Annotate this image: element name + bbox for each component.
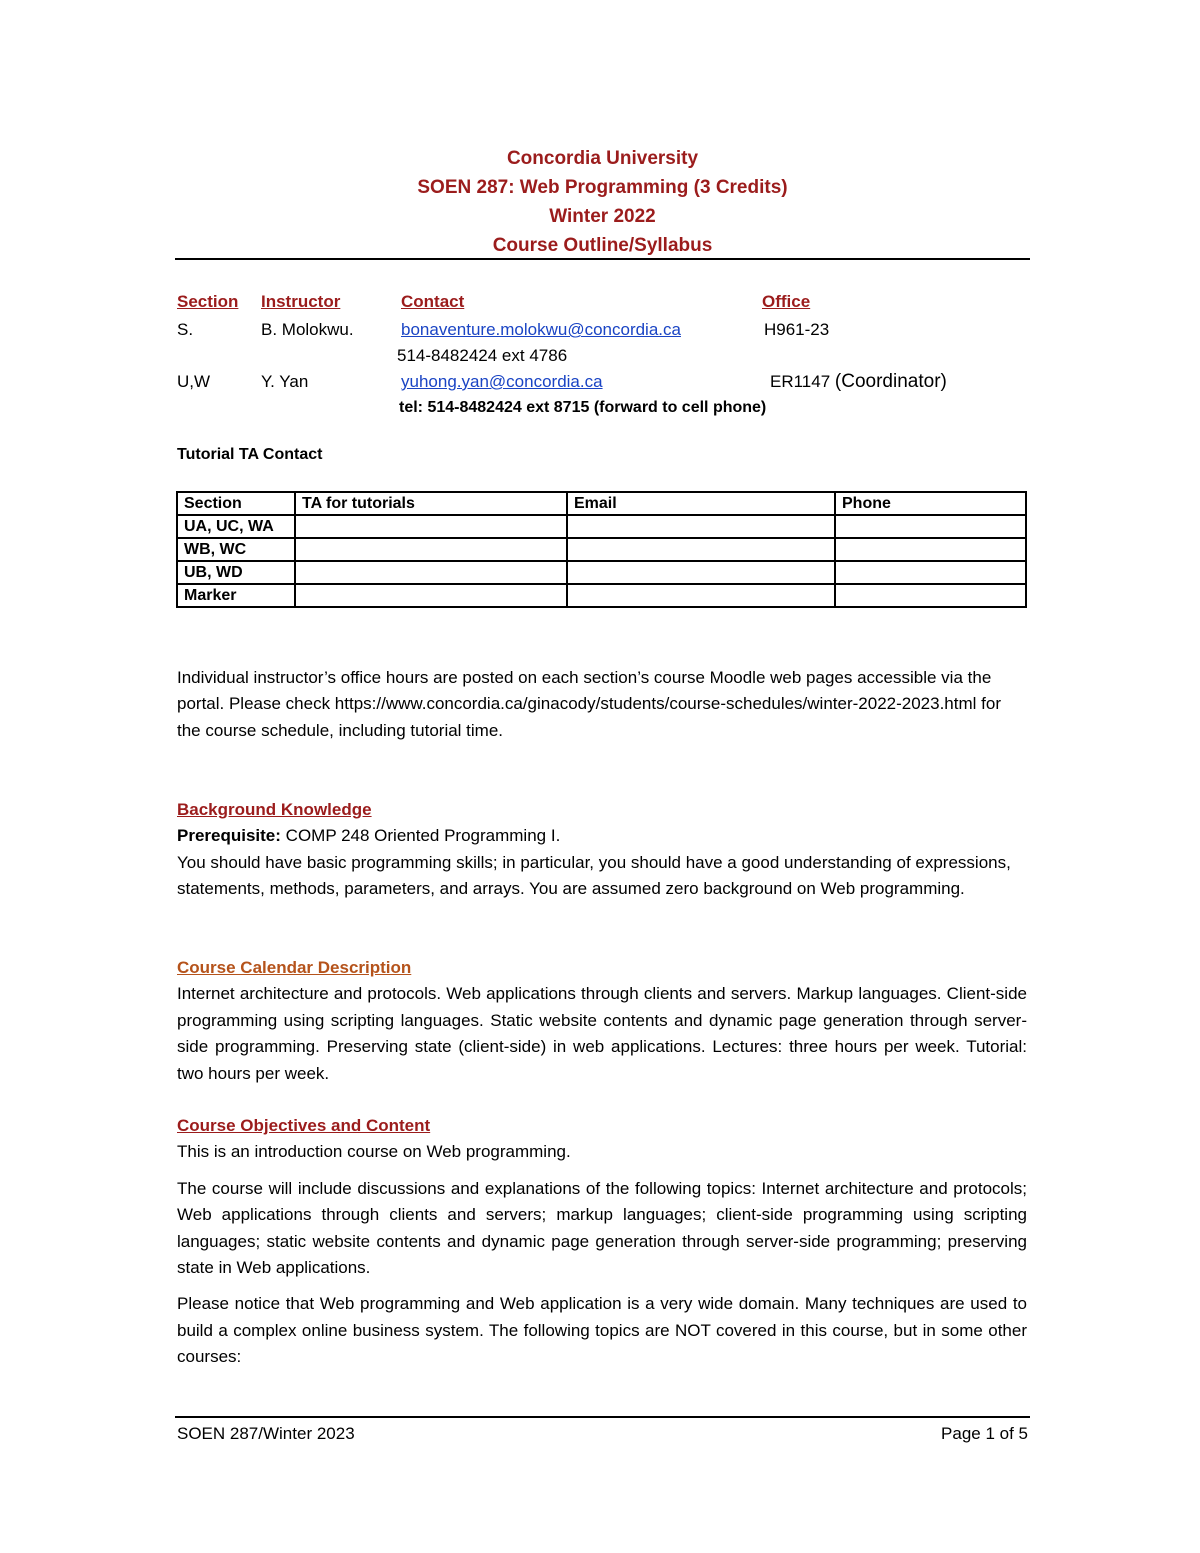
ta-name-cell — [295, 515, 567, 538]
ta-section-cell: Marker — [177, 584, 295, 607]
ta-table — [176, 491, 1027, 608]
ta-col-ta: TA for tutorials — [295, 492, 567, 515]
objectives-section — [177, 1113, 1027, 1371]
instr-row1-email-link[interactable]: bonaventure.molokwu@concordia.ca — [401, 320, 681, 339]
instr-row1-name: B. Molokwu. — [261, 320, 354, 339]
ta-contact-label: Tutorial TA Contact — [177, 446, 323, 463]
ta-section-cell: UA, UC, WA — [177, 515, 295, 538]
instr-row2-office-room: ER1147 — [770, 372, 831, 391]
instr-row2-email-link[interactable]: yuhong.yan@concordia.ca — [401, 372, 603, 391]
table-row — [177, 538, 1026, 561]
header-divider — [175, 258, 1030, 260]
prerequisite-line — [177, 823, 1027, 849]
instr-header-instructor: Instructor — [261, 292, 341, 311]
ta-col-phone: Phone — [835, 492, 1026, 515]
instr-row1-office: H961-23 — [764, 320, 830, 339]
background-section — [177, 797, 1027, 903]
ta-email-cell — [567, 515, 835, 538]
instr-row2-role: (Coordinator) — [834, 371, 947, 392]
objectives-topics: The course will include discussions and explanations of the following topics: Internet architecture and protocols; Web applications through clients and servers; markup languages; client-side programming using scripting languages; static website contents and dynamic page generation through server-side programming; preserving state in Web applications. — [177, 1178, 1027, 1278]
ta-name-cell — [295, 584, 567, 607]
ta-phone-cell — [835, 515, 1026, 538]
university-name: Concordia University — [506, 148, 699, 169]
ta-name-cell — [295, 561, 567, 584]
calendar-heading: Course Calendar Description — [177, 958, 412, 977]
ta-table-header-row — [177, 492, 1026, 515]
objectives-notice: Please notice that Web programming and Web application is a very wide domain. Many techniques are used to build a complex online business system. The following topics are NOT covered in this course, but in some other courses: — [177, 1294, 1027, 1367]
background-text: You should have basic programming skills; in particular, you should have a good understanding of expressions, statements, methods, parameters, and arrays. You are assumed zero background on Web programming. — [177, 852, 1011, 899]
table-row — [177, 561, 1026, 584]
term: Winter 2022 — [549, 206, 656, 227]
ta-phone-cell — [835, 538, 1026, 561]
prerequisite-text: COMP 248 Oriented Programming I. — [280, 826, 561, 846]
ta-col-email: Email — [567, 492, 835, 515]
objectives-intro: This is an introduction course on Web programming. — [177, 1142, 571, 1162]
prerequisite-label: Prerequisite: — [177, 826, 281, 846]
ta-section-cell: UB, WD — [177, 561, 295, 584]
office-hours-paragraph: Individual instructor’s office hours are posted on each section’s course Moodle web pages accessible via the portal. Please check https://www.concordia.ca/ginacody/students/course-schedules/winter-2022-2023.html for the course schedule, including tutorial time. — [177, 668, 1001, 740]
instr-row2-name: Y. Yan — [261, 372, 309, 391]
ta-phone-cell — [835, 561, 1026, 584]
instr-row2-office — [770, 372, 947, 392]
ta-section-cell: WB, WC — [177, 538, 295, 561]
calendar-text: Internet architecture and protocols. Web applications through clients and servers. Markup languages. Client-side programming using scripting languages. Static website contents and dynamic page generation through server-side programming. Preserving state (client-side) in web applications. Lectures: three hours per week. Tutorial: two hours per week. — [177, 984, 1027, 1083]
title-block — [175, 144, 1030, 260]
ta-email-cell — [567, 584, 835, 607]
document-type: Course Outline/Syllabus — [492, 235, 713, 256]
table-row — [177, 584, 1026, 607]
instr-row1-phone: 514-8482424 ext 4786 — [397, 346, 568, 365]
ta-col-section: Section — [177, 492, 295, 515]
instr-header-office: Office — [762, 292, 811, 311]
objectives-heading: Course Objectives and Content — [177, 1116, 431, 1135]
background-heading: Background Knowledge — [177, 800, 372, 819]
table-row — [177, 515, 1026, 538]
course-title: SOEN 287: Web Programming (3 Credits) — [417, 177, 788, 198]
instr-header-section: Section — [177, 292, 239, 311]
footer-course-term: SOEN 287/Winter 2023 — [177, 1424, 355, 1443]
ta-email-cell — [567, 538, 835, 561]
instr-row2-section: U,W — [177, 372, 211, 391]
ta-phone-cell — [835, 584, 1026, 607]
footer-page-number: Page 1 of 5 — [941, 1424, 1028, 1443]
instr-header-contact: Contact — [401, 292, 465, 311]
calendar-section — [177, 955, 1027, 1087]
footer-divider — [175, 1416, 1030, 1418]
ta-email-cell — [567, 561, 835, 584]
instr-row2-phone: tel: 514-8482424 ext 8715 (forward to cell phone) — [399, 399, 767, 416]
instr-row1-section: S. — [177, 320, 194, 339]
ta-name-cell — [295, 538, 567, 561]
